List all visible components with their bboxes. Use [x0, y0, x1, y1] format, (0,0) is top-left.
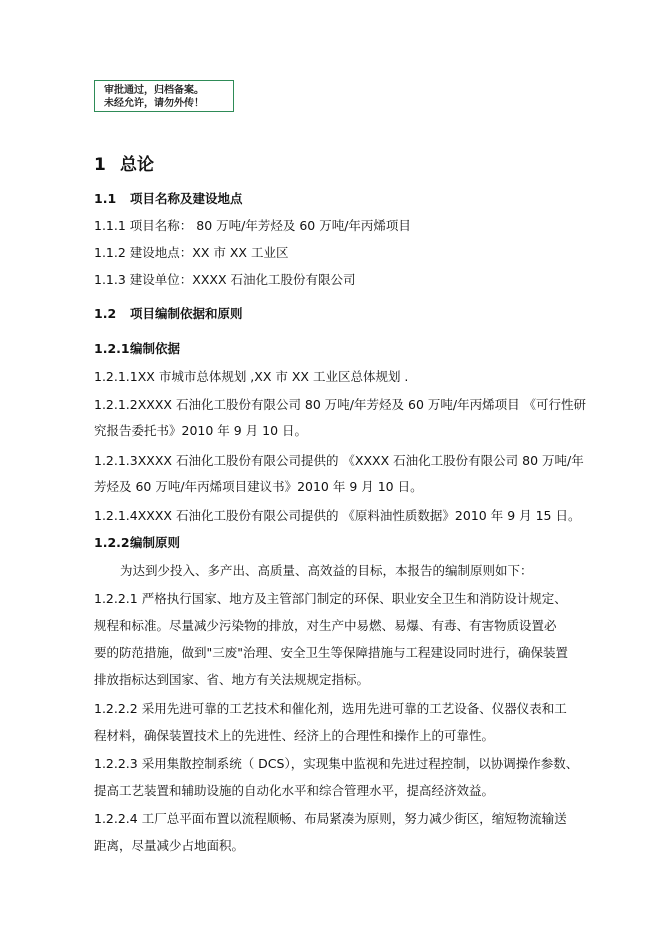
- section-1-2-heading: [94, 304, 243, 322]
- subsection-number: 1.2.2: [94, 535, 130, 550]
- stamp-line-1: 审批通过，归档备案。: [104, 85, 204, 96]
- principle-line: 距离，尽量减少占地面积。: [94, 838, 245, 853]
- approval-stamp: [94, 80, 234, 112]
- basis-line: 芳烃及 60 万吨/年丙烯项目建议书》2010 年 9 月 10 日。: [94, 479, 423, 494]
- basis-line: 1.2.1.2XXXX 石油化工股份有限公司 80 万吨/年芳烃及 60 万吨/年丙烯项目 《可行性研: [94, 397, 587, 412]
- section-number: 1.1: [94, 191, 117, 206]
- section-number: 1.2: [94, 306, 117, 321]
- subsection-1-2-1-heading: [94, 339, 180, 357]
- principle-line: 1.2.2.2 采用先进可靠的工艺技术和催化剂，选用先进可靠的工艺设备、仪器仪表和工: [94, 701, 567, 716]
- principles-intro: 为达到少投入、多产出、高质量、高效益的目标，本报告的编制原则如下：: [120, 563, 533, 578]
- chapter-heading: [94, 150, 154, 175]
- item-1-1-2: 1.1.2 建设地点：XX 市 XX 工业区: [94, 245, 289, 260]
- principle-line: 1.2.2.3 采用集散控制系统（ DCS），实现集中监视和先进过程控制，以协调操作参数、: [94, 756, 579, 771]
- basis-line: 1.2.1.1XX 市城市总体规划 ,XX 市 XX 工业区总体规划 .: [94, 369, 409, 384]
- subsection-1-2-2-heading: [94, 533, 180, 551]
- item-1-1-1: 1.1.1 项目名称： 80 万吨/年芳烃及 60 万吨/年丙烯项目: [94, 218, 411, 233]
- item-1-1-3: 1.1.3 建设单位：XXXX 石油化工股份有限公司: [94, 272, 356, 287]
- principle-line: 1.2.2.1 严格执行国家、地方及主管部门制定的环保、职业安全卫生和消防设计规定、: [94, 591, 567, 606]
- principle-line: 规程和标准。尽量减少污染物的排放，对生产中易燃、易爆、有毒、有害物质设置必: [94, 618, 557, 633]
- stamp-line-2: 未经允许，请勿外传！: [104, 98, 204, 109]
- principle-line: 程材料，确保装置技术上的先进性、经济上的合理性和操作上的可靠性。: [94, 728, 495, 743]
- basis-line: 1.2.1.4XXXX 石油化工股份有限公司提供的 《原料油性质数据》2010 年 9 月 15 日。: [94, 508, 581, 523]
- principle-line: 提高工艺装置和辅助设施的自动化水平和综合管理水平，提高经济效益。: [94, 783, 495, 798]
- chapter-number: 1: [94, 155, 106, 175]
- principle-line: 1.2.2.4 工厂总平面布置以流程顺畅、布局紧凑为原则，努力减少街区，缩短物流输送: [94, 811, 567, 826]
- principle-line: 要的防范措施，做到"三废"治理、安全卫生等保障措施与工程建设同时进行，确保装置: [94, 645, 569, 660]
- section-title: 项目名称及建设地点: [130, 191, 243, 206]
- section-1-1-heading: [94, 189, 243, 207]
- subsection-title: 编制原则: [130, 535, 181, 550]
- basis-line: 1.2.1.3XXXX 石油化工股份有限公司提供的 《XXXX 石油化工股份有限公司 80 万吨/年: [94, 453, 584, 468]
- subsection-title: 编制依据: [130, 341, 181, 356]
- chapter-title: 总论: [120, 155, 154, 175]
- basis-line: 究报告委托书》2010 年 9 月 10 日。: [94, 423, 308, 438]
- subsection-number: 1.2.1: [94, 341, 130, 356]
- principle-line: 排放指标达到国家、省、地方有关法规规定指标。: [94, 672, 370, 687]
- section-title: 项目编制依据和原则: [130, 306, 243, 321]
